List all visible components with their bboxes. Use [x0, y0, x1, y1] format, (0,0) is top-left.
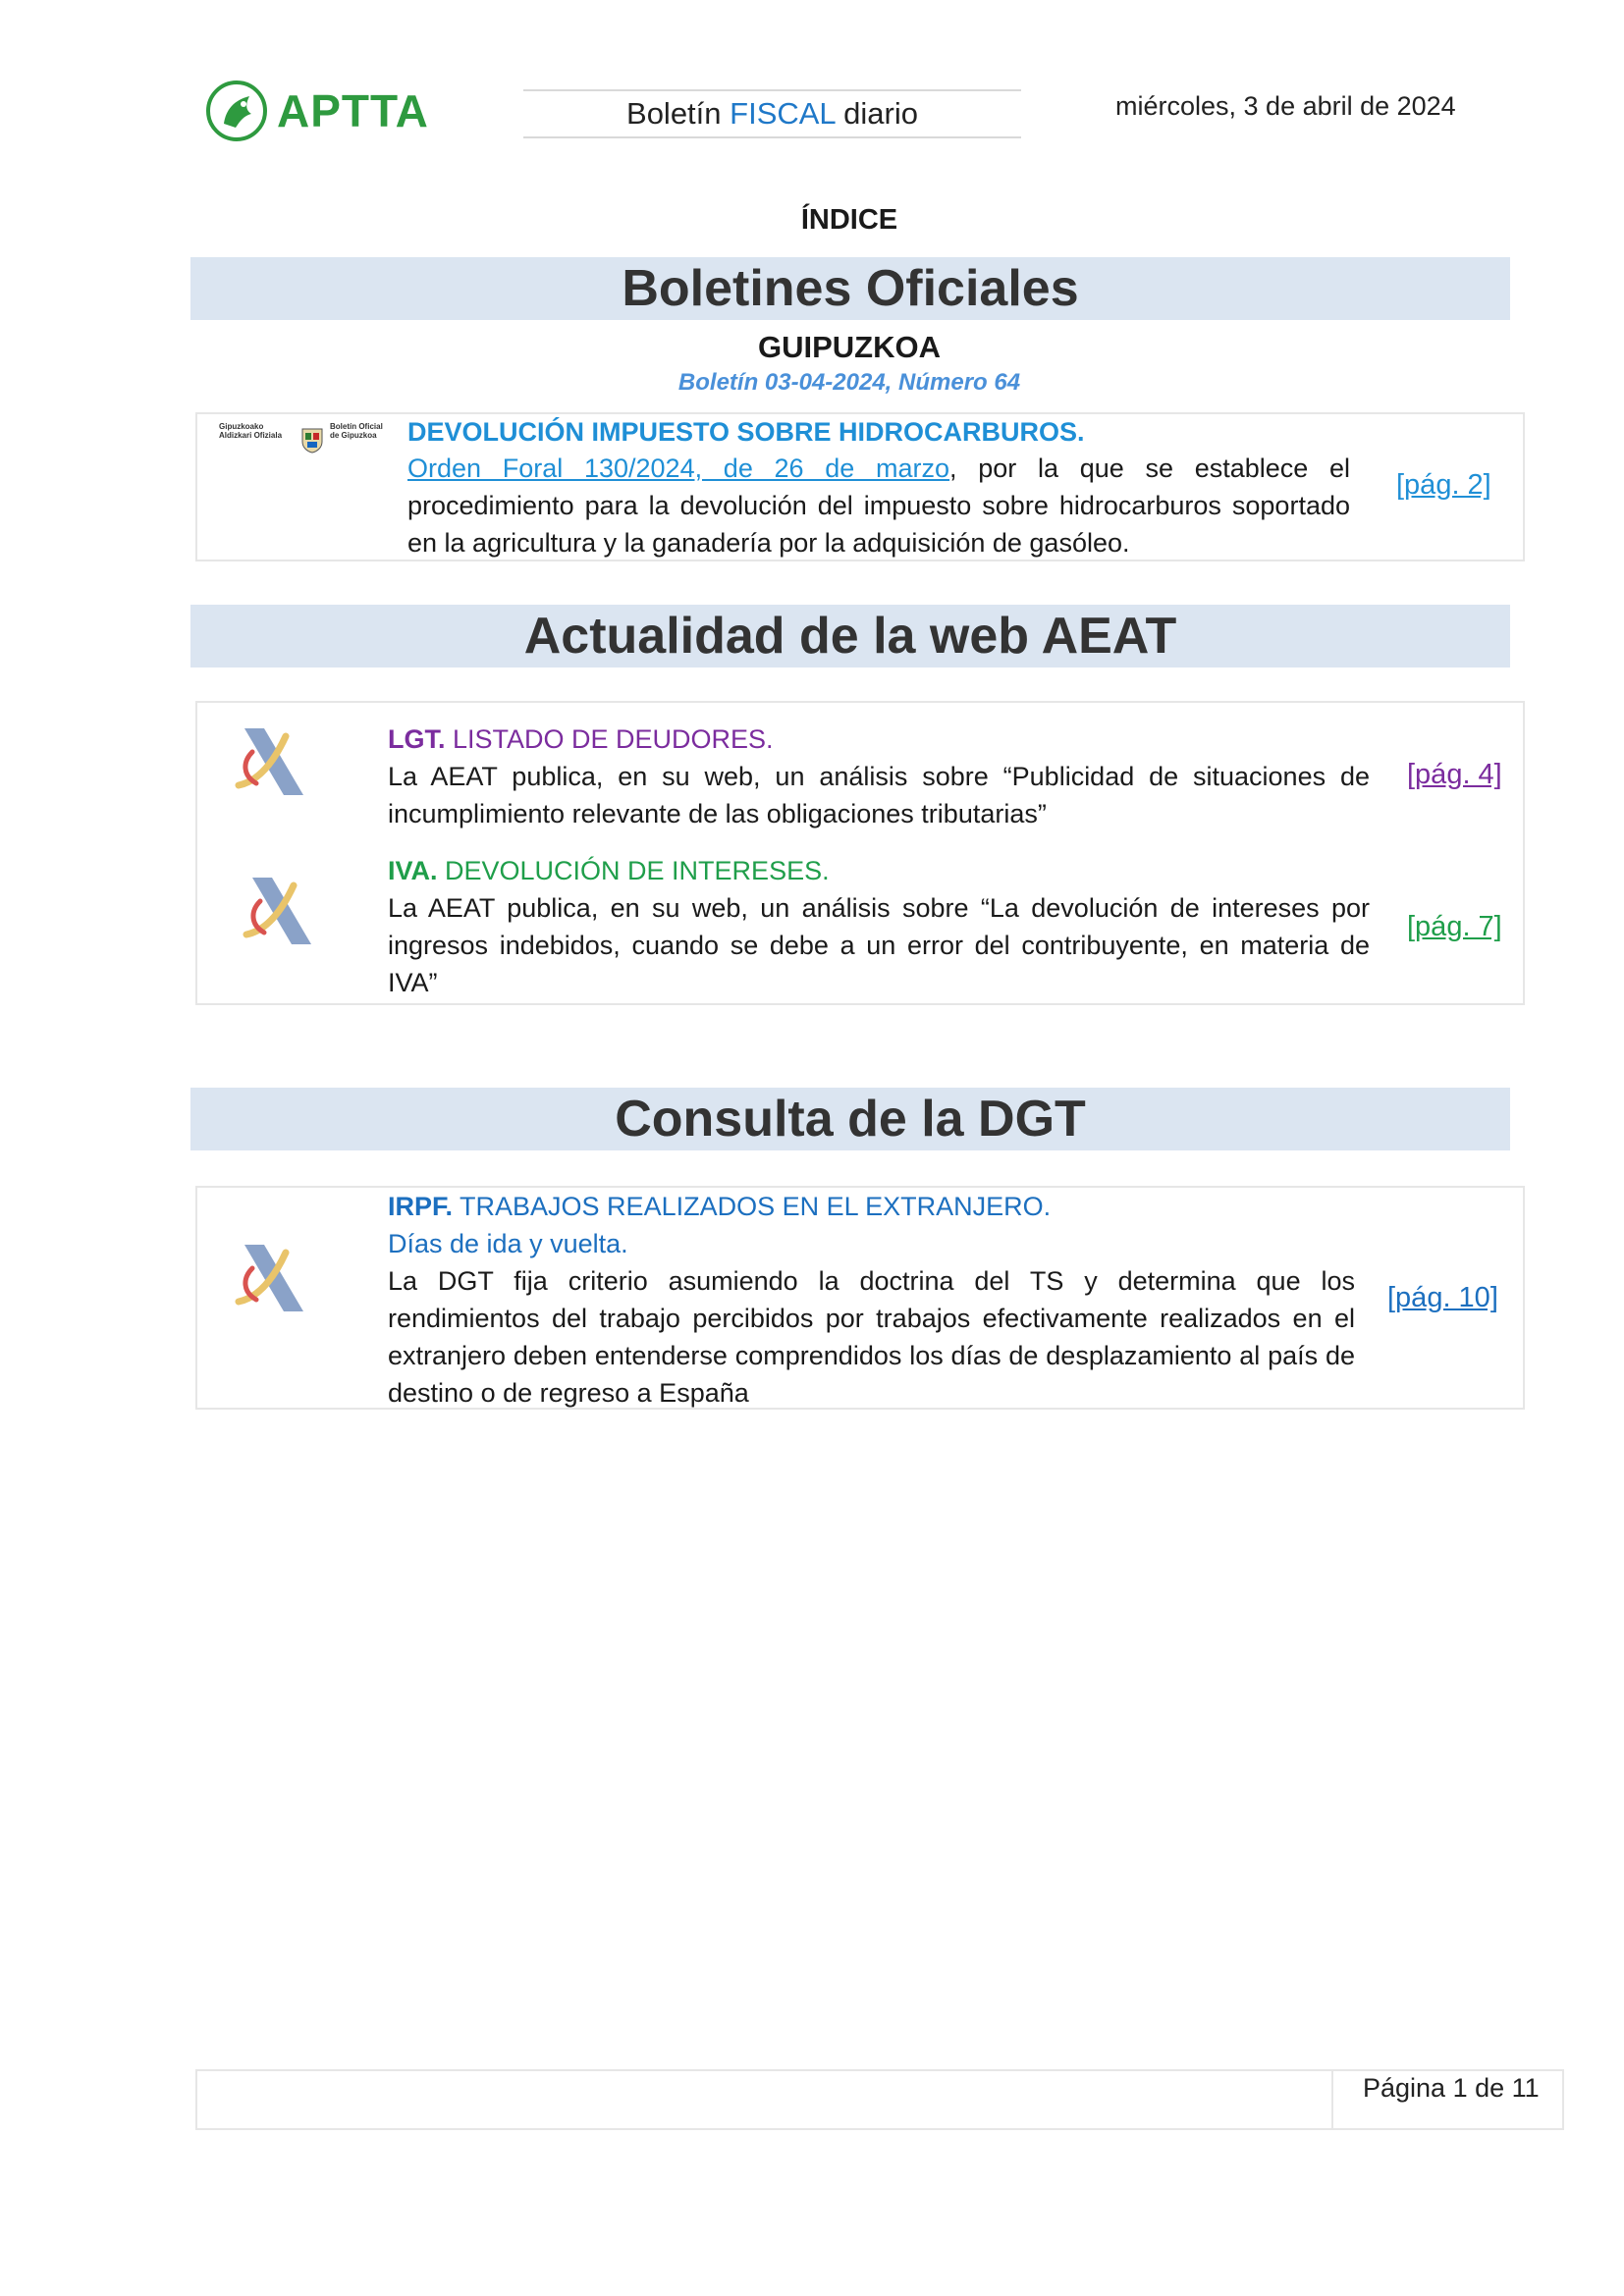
gipuzkoa-bulletin-logo — [219, 422, 396, 461]
item-title — [388, 1188, 1355, 1225]
aeat-logo-icon — [229, 722, 311, 805]
bulletin-title — [523, 89, 1021, 138]
region-heading: GUIPUZKOA — [758, 330, 941, 364]
item-description — [407, 450, 1350, 561]
boletin-item — [407, 414, 1350, 561]
item-title-tag: IVA. — [388, 856, 438, 885]
section-heading-dgt: Consulta de la DGT — [190, 1088, 1510, 1150]
item-title-text: DEVOLUCIÓN DE INTERESES. — [437, 856, 830, 885]
issue-date: miércoles, 3 de abril de 2024 — [1115, 91, 1456, 121]
bulletin-number: Boletín 03-04-2024, Número 64 — [677, 369, 1021, 396]
item-title: DEVOLUCIÓN IMPUESTO SOBRE HIDROCARBUROS. — [407, 417, 1085, 447]
aeat-item-iva — [388, 852, 1370, 1001]
logo-label-basque: Gipuzkoako Aldizkari Ofiziala — [219, 422, 283, 440]
item-title-tag: IRPF. — [388, 1192, 454, 1221]
aptta-logo — [206, 77, 461, 143]
page-link-2[interactable]: [pág. 2] — [1396, 469, 1491, 501]
orden-foral-link[interactable]: Orden Foral 130/2024, de 26 de marzo — [407, 454, 950, 483]
item-title — [388, 852, 1370, 889]
item-description-text: , por la que se establece el procedimiento para la devolución del impuesto sobre hidrocarburos soportado en la agricultura y la ganadería por la adquisición de gasóleo. — [407, 454, 1350, 558]
title-accent: FISCAL — [730, 96, 836, 131]
item-subtitle: Días de ida y vuelta. — [388, 1229, 628, 1258]
item-title — [388, 721, 1370, 758]
section-heading-boletines: Boletines Oficiales — [190, 257, 1510, 320]
page-link-10[interactable]: [pág. 10] — [1387, 1282, 1498, 1313]
item-title-tag: LGT. — [388, 724, 446, 754]
logo-wordmark: APTTA — [277, 85, 429, 136]
title-suffix: diario — [835, 96, 918, 131]
boletin-card — [195, 412, 1525, 561]
title-prefix: Boletín — [626, 96, 731, 131]
page-link-4[interactable]: [pág. 4] — [1407, 759, 1502, 790]
aeat-item-lgt — [388, 721, 1370, 832]
logo-label-spanish: Boletín Oficial de Gipuzkoa — [330, 422, 383, 440]
dgt-item-irpf — [388, 1188, 1355, 1412]
item-description: La AEAT publica, en su web, un análisis sobre “Publicidad de situaciones de incumplimiento relevante de las obligaciones tributarias” — [388, 762, 1370, 828]
index-heading: ÍNDICE — [800, 204, 898, 236]
coat-of-arms-icon — [301, 428, 323, 454]
footer-box — [195, 2069, 1564, 2130]
page-link-7[interactable]: [pág. 7] — [1407, 911, 1502, 942]
dgt-card — [195, 1186, 1525, 1410]
aeat-logo-icon — [237, 872, 319, 954]
item-title-text: LISTADO DE DEUDORES. — [445, 724, 774, 754]
page-number: Página 1 de 11 — [1363, 2073, 1540, 2103]
aeat-card — [195, 701, 1525, 1005]
aeat-logo-icon — [229, 1239, 311, 1321]
footer-divider — [1331, 2071, 1333, 2128]
section-heading-aeat: Actualidad de la web AEAT — [190, 605, 1510, 667]
aptta-logo-icon — [206, 80, 267, 141]
item-description: La AEAT publica, en su web, un análisis sobre “La devolución de intereses por ingresos indebidos, cuando se debe a un error del contribuyente, en materia de IVA” — [388, 893, 1370, 997]
item-title-text: TRABAJOS REALIZADOS EN EL EXTRANJERO. — [453, 1192, 1052, 1221]
item-description: La DGT fija criterio asumiendo la doctrina del TS y determina que los rendimientos del trabajo percibidos por trabajos efectivamente realizados en el extranjero deben entenderse comprendidos los días de desplazamiento al país de destino o de regreso a España — [388, 1266, 1355, 1408]
